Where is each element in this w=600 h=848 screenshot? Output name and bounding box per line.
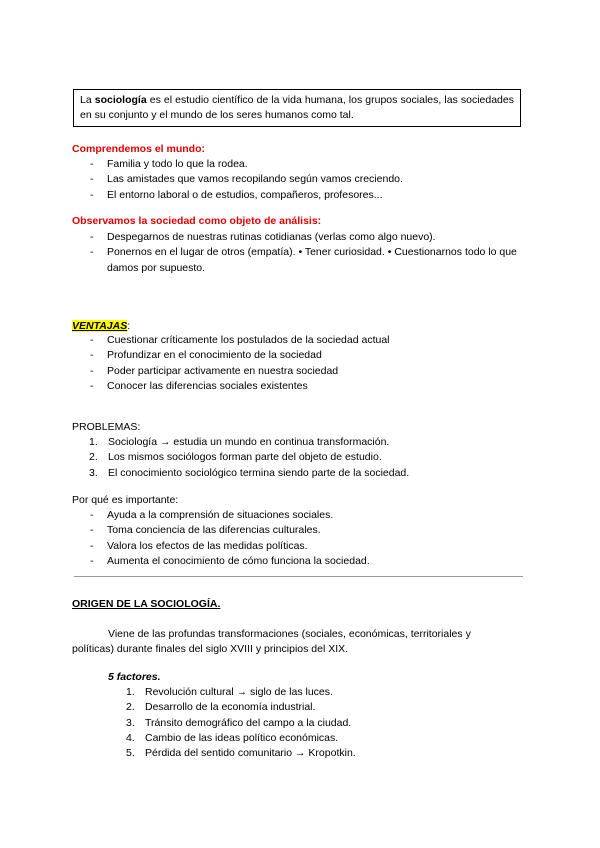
list-item: - Aumenta el conocimiento de cómo funciona la sociedad. xyxy=(88,554,508,569)
observamos-heading: Observamos la sociedad como objeto de análisis: xyxy=(72,215,322,227)
comprendemos-heading: Comprendemos el mundo: xyxy=(72,143,206,155)
list-item: - Las amistades que vamos recopilando según vamos creciendo. xyxy=(88,172,508,187)
list-item: - Valora los efectos de las medidas políticas. xyxy=(88,539,508,554)
item-text: Los mismos sociólogos forman parte del objeto de estudio. xyxy=(108,451,382,464)
problemas-heading: PROBLEMAS: xyxy=(72,421,141,433)
list-item: - Poder participar activamente en nuestra sociedad xyxy=(88,364,508,379)
list-item xyxy=(126,731,526,746)
origen-heading: ORIGEN DE LA SOCIOLOGÍA. xyxy=(72,598,221,610)
importante-heading: Por qué es importante: xyxy=(72,494,179,506)
origen-paragraph-line-2: políticas) durante finales del siglo XVIII y principios del XIX. xyxy=(72,643,349,656)
item-number: 2. xyxy=(126,701,135,714)
list-item: - Familia y todo lo que la rodea. xyxy=(88,157,508,172)
list-item xyxy=(126,685,526,700)
item-text: Tránsito demográfico del campo a la ciudad. xyxy=(145,716,352,729)
item-number: 4. xyxy=(126,731,135,744)
list-item: - Toma conciencia de las diferencias culturales. xyxy=(88,523,508,538)
item-text: Revolución cultural → siglo de las luces. xyxy=(145,686,333,698)
origen-paragraph-line-1: Viene de las profundas transformaciones (sociales, económicas, territoriales y xyxy=(108,628,471,640)
item-number: 3. xyxy=(89,466,98,479)
ventajas-colon: : xyxy=(127,320,131,332)
list-item: - Profundizar en el conocimiento de la sociedad xyxy=(88,348,508,363)
item-text: El conocimiento sociológico termina siendo parte de la sociedad. xyxy=(108,466,410,479)
importante-list xyxy=(88,508,508,569)
item-text: Pérdida del sentido comunitario → Kropotkin. xyxy=(145,747,356,760)
list-item xyxy=(126,746,526,761)
list-item: - El entorno laboral o de estudios, compañeros, profesores... xyxy=(88,188,508,203)
list-item xyxy=(89,450,509,465)
definition-after: es el estudio científico de la vida humana, los grupos sociales, las sociedades en su conjunto y el mundo de los seres humanos como tal. xyxy=(80,94,514,121)
definition-term: sociología xyxy=(94,94,147,106)
origen-paragraph xyxy=(72,627,529,658)
list-item: - Despegarnos de nuestras rutinas cotidianas (verlas como algo nuevo). xyxy=(88,230,530,245)
definition-box xyxy=(73,89,521,127)
item-number: 3. xyxy=(126,716,135,729)
item-number: 5. xyxy=(126,747,135,760)
list-item xyxy=(126,716,526,731)
list-item xyxy=(89,466,509,481)
ventajas-heading xyxy=(72,320,130,332)
item-text: Desarrollo de la economía industrial. xyxy=(145,701,316,714)
definition-before: La xyxy=(80,94,95,106)
list-item: - Conocer las diferencias sociales existentes xyxy=(88,379,508,394)
factores-heading: 5 factores. xyxy=(108,671,161,683)
ventajas-list xyxy=(88,333,508,394)
factores-list xyxy=(126,685,526,761)
item-number: 1. xyxy=(89,436,98,448)
list-item: - Cuestionar críticamente los postulados de la sociedad actual xyxy=(88,333,508,348)
list-item: - Ponernos en el lugar de otros (empatía). • Tener curiosidad. • Cuestionarnos todo lo que damos por supuesto. xyxy=(88,245,530,276)
list-item xyxy=(89,435,509,450)
horizontal-divider xyxy=(74,576,523,577)
observamos-list xyxy=(88,230,530,276)
item-number: 1. xyxy=(126,686,135,698)
list-item xyxy=(126,700,526,715)
item-text: Sociología → estudia un mundo en continua transformación. xyxy=(108,436,390,448)
ventajas-highlight: VENTAJAS xyxy=(72,320,128,332)
item-text: Cambio de las ideas político económicas. xyxy=(145,731,339,744)
comprendemos-list xyxy=(88,157,508,203)
problemas-list xyxy=(89,435,509,481)
item-number: 2. xyxy=(89,451,98,464)
list-item: - Ayuda a la comprensión de situaciones sociales. xyxy=(88,508,508,523)
